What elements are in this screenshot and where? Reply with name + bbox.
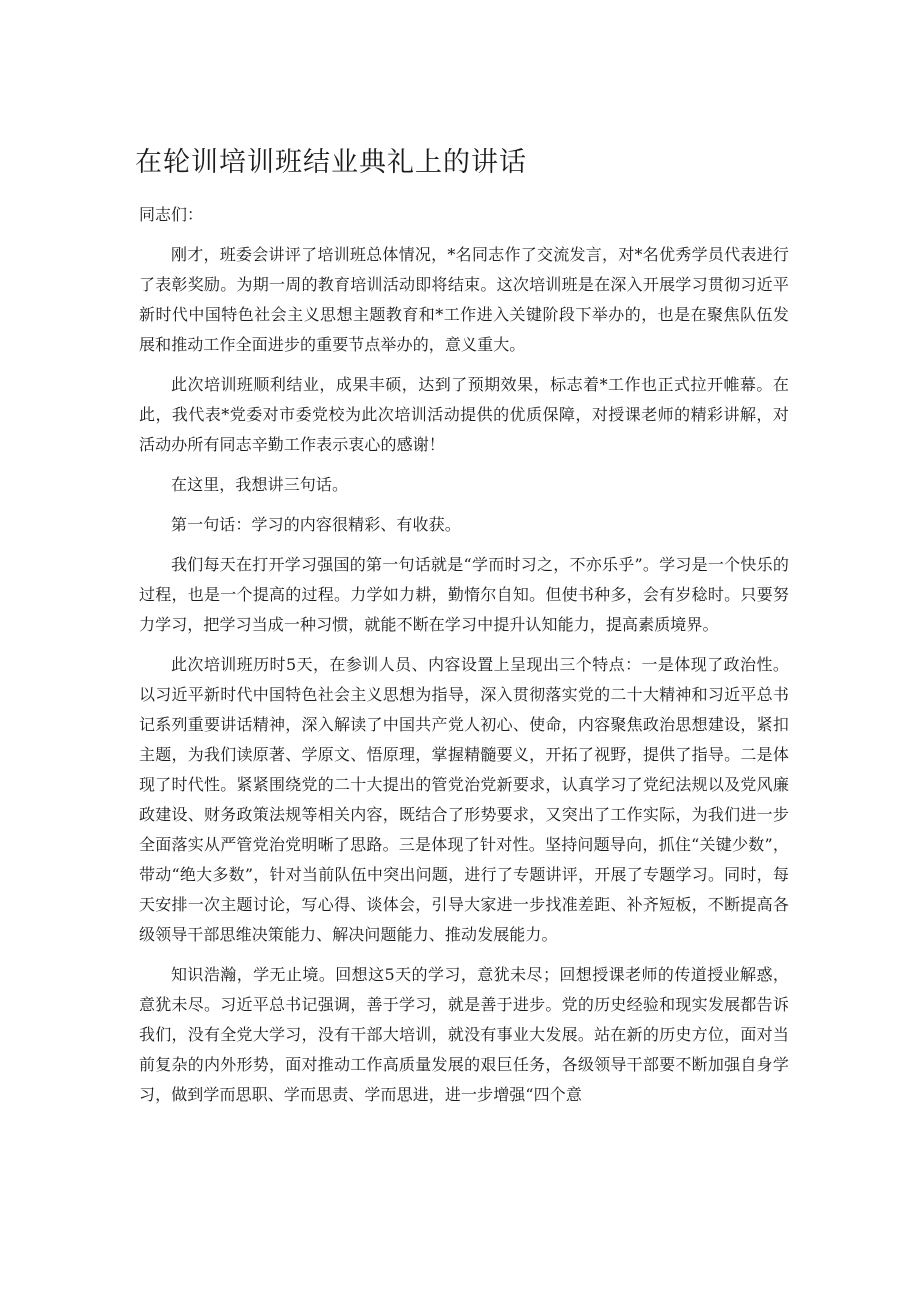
paragraph-thanks: 此次培训班顺利结业，成果丰硕，达到了预期效果，标志着*工作也正式拉开帷幕。在此，我代表*党委对市委党校为此次培训活动提供的优质保障，对授课老师的精彩讲解，对活动办所有同志辛勤工作表示衷心的感谢！ — [139, 375, 789, 454]
document-title: 在轮训培训班结业典礼上的讲话 — [135, 147, 527, 178]
paragraph-endless-learning: 知识浩瀚，学无止境。回想这5天的学习，意犹未尽；回想授课老师的传道授业解惑，意犹未尽。习近平总书记强调，善于学习，就是善于进步。党的历史经验和现实发展都告诉我们，没有全党大学习，没有干部大培训，就没有事业大发展。站在新的历史方位，面对当前复杂的内外形势，面对推动工作高质量发展的艰巨任务，各级领导干部要不断加强自身学习，做到学而思职、学而思责、学而思进，进一步增强“四个意 — [139, 965, 789, 1104]
document-body — [139, 240, 789, 1120]
paragraph-opening: 刚才，班委会讲评了培训班总体情况，*名同志作了交流发言，对*名优秀学员代表进行了表彰奖励。为期一周的教育培训活动即将结束。这次培训班是在深入开展学习贯彻习近平新时代中国特色社会主义思想主题教育和*工作进入关键阶段下举办的，也是在聚焦队伍发展和推动工作全面进步的重要节点举办的，意义重大。 — [139, 245, 789, 354]
paragraph-three-points-intro: 在这里，我想讲三句话。 — [171, 475, 349, 494]
paragraph-learning-joy: 我们每天在打开学习强国的第一句话就是“学而时习之，不亦乐乎”。学习是一个快乐的过程，也是一个提高的过程。力学如力耕，勤惰尔自知。但使书种多，会有岁稔时。只要努力学习，把学习当成一种习惯，就能不断在学习中提升认知能力，提高素质境界。 — [139, 555, 789, 634]
paragraph-first-point-heading: 第一句话：学习的内容很精彩、有收获。 — [171, 515, 461, 534]
paragraph-training-features: 此次培训班历时5天，在参训人员、内容设置上呈现出三个特点：一是体现了政治性。以习近平新时代中国特色社会主义思想为指导，深入贯彻落实党的二十大精神和习近平总书记系列重要讲话精神，深入解读了中国共产党人初心、使命，内容聚焦政治思想建设，紧扣主题，为我们读原著、学原文、悟原理，掌握精髓要义，开拓了视野，提供了指导。二是体现了时代性。紧紧围绕党的二十大提出的管党治党新要求，认真学习了党纪法规以及党风廉政建设、财务政策法规等相关内容，既结合了形势要求，又突出了工作实际，为我们进一步全面落实从严管党治党明晰了思路。三是体现了针对性。坚持问题导向，抓住“关键少数”，带动“绝大多数”，针对当前队伍中突出问题，进行了专题讲评，开展了专题学习。同时，每天安排一次主题讨论，写心得、谈体会，引导大家进一步找准差距、补齐短板，不断提高各级领导干部思维决策能力、解决问题能力、推动发展能力。 — [139, 655, 789, 944]
salutation: 同志们： — [139, 205, 204, 224]
